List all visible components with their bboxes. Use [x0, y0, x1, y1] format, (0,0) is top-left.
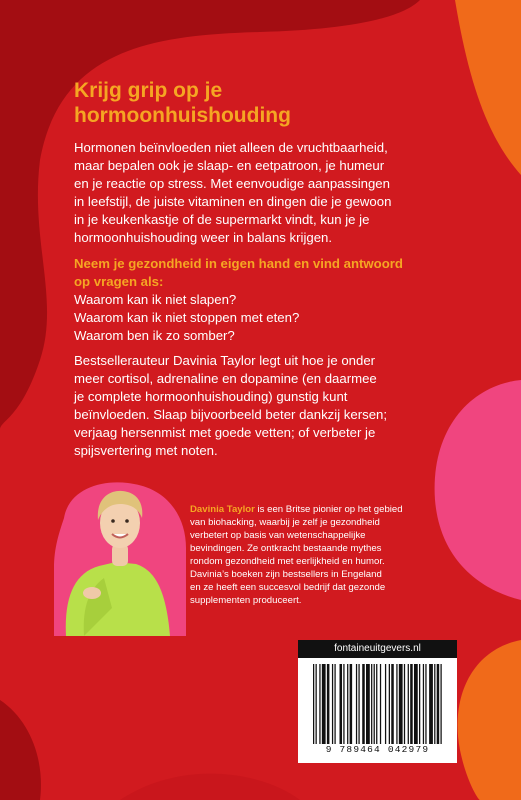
barcode-bar [332, 664, 333, 744]
barcode-bar [437, 664, 440, 744]
barcode-bar [391, 664, 394, 744]
author-photo [54, 478, 186, 636]
question-item: Waarom ben ik zo somber? [74, 328, 235, 343]
intro-line: in leefstijl, de juiste vitaminen en dingen die je gewoon [74, 194, 392, 209]
intro-line: hormoonhuishouding weer in balans krijgen. [74, 230, 333, 245]
author-name: Davinia Taylor [190, 504, 255, 515]
barcode-bar [408, 664, 409, 744]
barcode-bar [356, 664, 357, 744]
bio-line: rondom gezondheid met eerlijkheid en humor. [190, 556, 385, 567]
barcode-bar [343, 664, 344, 744]
barcode-bar [374, 664, 375, 744]
title-line: Krijg grip op je [74, 79, 223, 102]
body-line: beïnvloeden. Slaap bijvoorbeeld beter dankzij kersen; [74, 407, 388, 422]
body-line: meer cortisol, adrenaline en dopamine (en daarmee [74, 371, 377, 386]
barcode-bar [362, 664, 365, 744]
body-line: verjaag hersenmist met goede vetten; of verbeter je [74, 425, 376, 440]
body-paragraph [74, 352, 484, 460]
barcode-bar [404, 664, 405, 744]
bio-line: van biohacking, waarbij je zelf je gezondheid [190, 517, 380, 528]
barcode-bar [334, 664, 335, 744]
barcode-bar [371, 664, 372, 744]
subheading-line: op vragen als: [74, 274, 164, 289]
bio-line: Davinia’s boeken zijn bestsellers in Engeland [190, 569, 382, 580]
bio-line: bevindingen. Ze ontkracht bestaande mythes [190, 543, 382, 554]
barcode-bar [423, 664, 424, 744]
barcode-bar [376, 664, 377, 744]
bio-line: verbetert op basis van wetenschappelijke [190, 530, 366, 541]
bio-line-rest: is een Britse pionier op het gebied [254, 504, 403, 515]
barcode-bar [319, 664, 320, 744]
subheading-line: Neem je gezondheid in eigen hand en vind antwoord [74, 256, 403, 271]
barcode-bar [316, 664, 317, 744]
barcode-bar [399, 664, 403, 744]
body-line: je complete hormoonhuishouding) gunstig kunt [74, 389, 348, 404]
barcode-bar [440, 664, 441, 744]
barcode-bar [366, 664, 370, 744]
barcode-bar [313, 664, 314, 744]
barcode-bar [327, 664, 330, 744]
bio-line: en ze heeft een succesvol bedrijf dat gezonde [190, 582, 386, 593]
body-line: Bestsellerauteur Davinia Taylor legt uit hoe je onder [74, 353, 376, 368]
intro-line: maar bepalen ook je slaap- en eetpatroon, je humeur [74, 158, 385, 173]
isbn-barcode [313, 664, 443, 744]
barcode-bar [429, 664, 433, 744]
barcode-bar [434, 664, 435, 744]
barcode-bar [389, 664, 390, 744]
bio-line [190, 503, 450, 516]
barcode-bar [385, 664, 386, 744]
barcode-bar [425, 664, 426, 744]
barcode-bar [380, 664, 381, 744]
author-bio [190, 503, 450, 607]
barcode-bar [396, 664, 397, 744]
intro-line: in je keukenkastje of de supermarkt vindt, kun je je [74, 212, 370, 227]
question-item: Waarom kan ik niet slapen? [74, 292, 237, 307]
intro-line: en je reactie op stress. Met eenvoudige aanpassingen [74, 176, 390, 191]
barcode-bar [419, 664, 420, 744]
question-list [74, 291, 299, 345]
isbn-number: 9 789464 042979 [325, 744, 430, 755]
question-item: Waarom kan ik niet stoppen met eten? [74, 310, 300, 325]
publisher-url: fontaineuitgevers.nl [298, 640, 457, 658]
intro-line: Hormonen beïnvloeden niet alleen de vruchtbaarheid, [74, 140, 388, 155]
barcode-bar [340, 664, 343, 744]
subheading [74, 255, 484, 291]
barcode-bar [322, 664, 326, 744]
bio-line: supplementen produceert. [190, 595, 302, 606]
barcode-bar [414, 664, 418, 744]
title-line: hormoonhuishouding [74, 104, 291, 127]
barcode-bar [350, 664, 353, 744]
barcode-bar [410, 664, 413, 744]
intro-paragraph [74, 139, 484, 247]
barcode-panel [298, 640, 457, 763]
cover-title [74, 78, 474, 128]
barcode-bar [347, 664, 348, 744]
barcode-bar [358, 664, 359, 744]
body-line: spijsvertering met noten. [74, 443, 218, 458]
